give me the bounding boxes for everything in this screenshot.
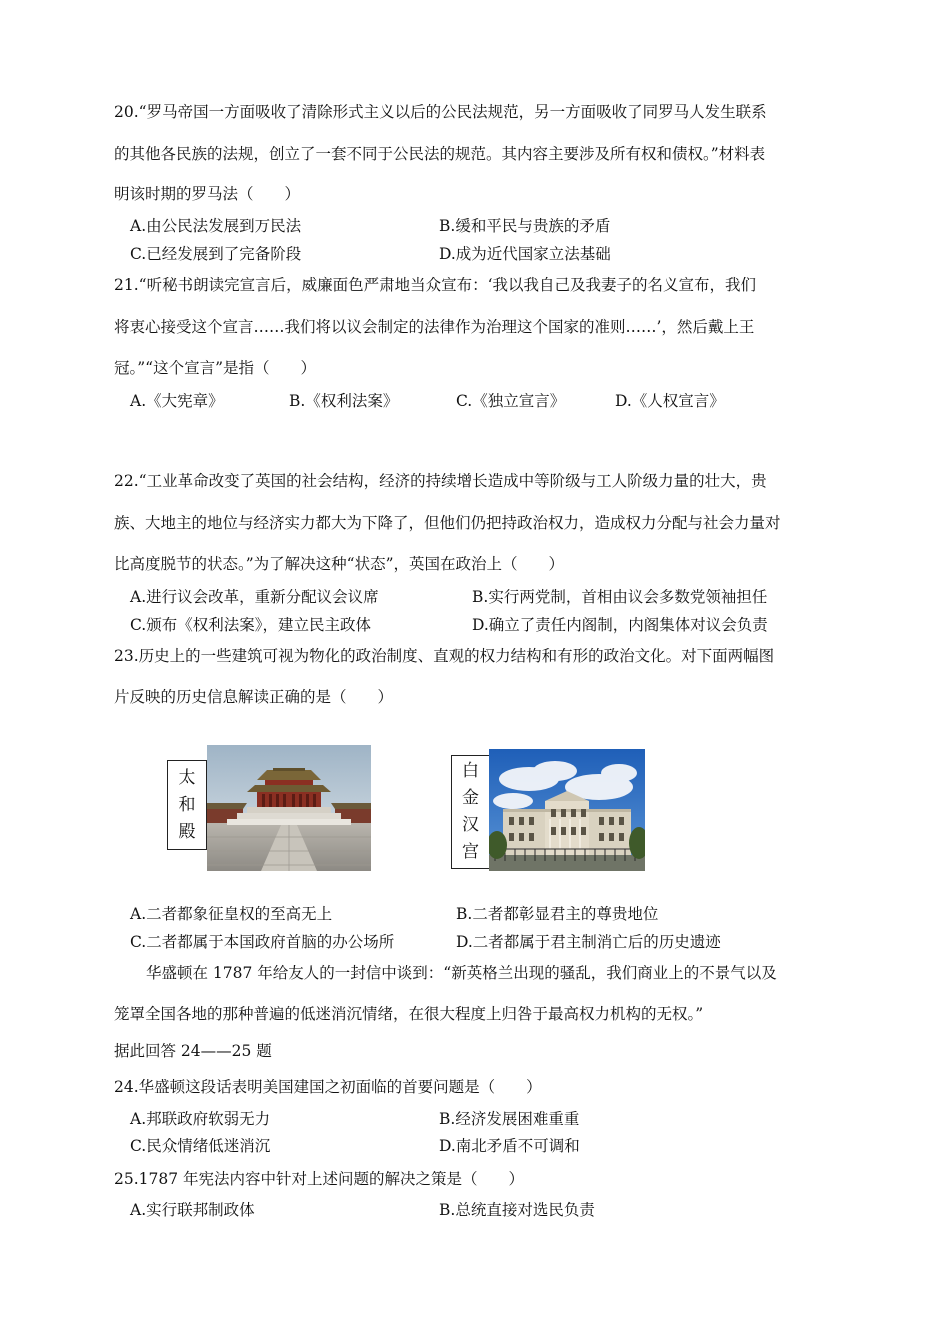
q23-option-d[interactable]: D.二者都属于君主制消亡后的历史遗迹 bbox=[456, 933, 721, 951]
q22-line-2: 族、大地主的地位与经济实力都大为下降了，但他们仍把持政治权力，造成权力分配与社会力量对 bbox=[114, 514, 781, 532]
taihe-label-char-2: 和 bbox=[178, 794, 196, 815]
q22-line-1: 22.“工业革命改变了英国的社会结构，经济的持续增长造成中等阶级与工人阶级力量的壮大，贵 bbox=[114, 472, 767, 490]
q23-option-c[interactable]: C.二者都属于本国政府首脑的办公场所 bbox=[130, 933, 395, 951]
q25-option-b[interactable]: B.总统直接对选民负责 bbox=[439, 1201, 595, 1219]
q20-option-a[interactable]: A.由公民法发展到万民法 bbox=[130, 217, 302, 235]
q24-option-c[interactable]: C.民众情绪低迷消沉 bbox=[130, 1137, 271, 1155]
q22-option-c[interactable]: C.颁布《权利法案》，建立民主政体 bbox=[130, 616, 371, 634]
buckingham-label-char-2: 金 bbox=[462, 788, 479, 808]
q20-line-2: 的其他各民族的法规，创立了一套不同于公民法的规范。其内容主要涉及所有权和债权。”材料表 bbox=[114, 145, 766, 163]
material-line-1: 华盛顿在 1787 年给友人的一封信中谈到：“新英格兰出现的骚乱，我们商业上的不景气以及 bbox=[146, 964, 777, 982]
q22-option-a[interactable]: A.进行议会改革，重新分配议会议席 bbox=[130, 588, 379, 606]
q20-line-1: 20.“罗马帝国一方面吸收了清除形式主义以后的公民法规范，另一方面吸收了同罗马人发生联系 bbox=[114, 103, 767, 121]
q21-option-d[interactable]: D.《人权宣言》 bbox=[615, 392, 725, 410]
q22-option-d[interactable]: D.确立了责任内阁制，内阁集体对议会负责 bbox=[472, 616, 768, 634]
taihe-hall-photo bbox=[207, 745, 371, 871]
q21-option-a[interactable]: A.《大宪章》 bbox=[130, 392, 224, 410]
buckingham-label-char-1: 白 bbox=[462, 761, 479, 781]
q20-option-c[interactable]: C.已经发展到了完备阶段 bbox=[130, 245, 302, 263]
q24-option-a[interactable]: A.邦联政府软弱无力 bbox=[130, 1110, 271, 1128]
q24-option-d[interactable]: D.南北矛盾不可调和 bbox=[439, 1137, 580, 1155]
q23-option-b[interactable]: B.二者都彰显君主的尊贵地位 bbox=[456, 905, 659, 923]
buckingham-palace-photo bbox=[489, 749, 645, 871]
q22-option-b[interactable]: B.实行两党制，首相由议会多数党领袖担任 bbox=[472, 588, 768, 606]
q23-option-a[interactable]: A.二者都象征皇权的至高无上 bbox=[130, 905, 333, 923]
material-line-2: 笼罩全国各地的那种普遍的低迷消沉情绪，在很大程度上归咎于最高权力机构的无权。” bbox=[114, 1005, 704, 1023]
q23-line-2: 片反映的历史信息解读正确的是（ ） bbox=[114, 688, 394, 706]
q23-line-1: 23.历史上的一些建筑可视为物化的政治制度、直观的权力结构和有形的政治文化。对下面两幅图 bbox=[114, 647, 775, 665]
q21-line-2: 将衷心接受这个宣言……我们将以议会制定的法律作为治理这个国家的准则……’，然后戴上王 bbox=[114, 318, 755, 336]
q25-option-a[interactable]: A.实行联邦制政体 bbox=[130, 1201, 255, 1219]
q22-line-3: 比高度脱节的状态。”为了解决这种“状态”，英国在政治上（ ） bbox=[114, 555, 565, 573]
taihe-label-char-3: 殿 bbox=[178, 821, 196, 842]
buckingham-label-char-4: 宫 bbox=[462, 842, 479, 862]
taihe-label-box bbox=[167, 760, 207, 850]
q21-line-3: 冠。”“这个宣言”是指（ ） bbox=[114, 359, 317, 377]
q24-option-b[interactable]: B.经济发展困难重重 bbox=[439, 1110, 580, 1128]
q25-line-1: 25.1787 年宪法内容中针对上述问题的解决之策是（ ） bbox=[114, 1170, 525, 1188]
buckingham-label-box bbox=[451, 755, 490, 869]
q21-option-b[interactable]: B.《权利法案》 bbox=[289, 392, 399, 410]
q20-option-b[interactable]: B.缓和平民与贵族的矛盾 bbox=[439, 217, 611, 235]
q21-option-c[interactable]: C.《独立宣言》 bbox=[456, 392, 566, 410]
q20-option-d[interactable]: D.成为近代国家立法基础 bbox=[439, 245, 611, 263]
q24-line-1: 24.华盛顿这段话表明美国建国之初面临的首要问题是（ ） bbox=[114, 1078, 542, 1096]
q21-line-1: 21.“听秘书朗读完宣言后，威廉面色严肃地当众宣布：‘我以我自己及我妻子的名义宣布，我们 bbox=[114, 276, 757, 294]
buckingham-label-char-3: 汉 bbox=[462, 815, 479, 835]
q20-line-3: 明该时期的罗马法（ ） bbox=[114, 185, 301, 203]
taihe-label-char-1: 太 bbox=[178, 767, 196, 788]
material-line-3: 据此回答 24——25 题 bbox=[114, 1042, 272, 1060]
